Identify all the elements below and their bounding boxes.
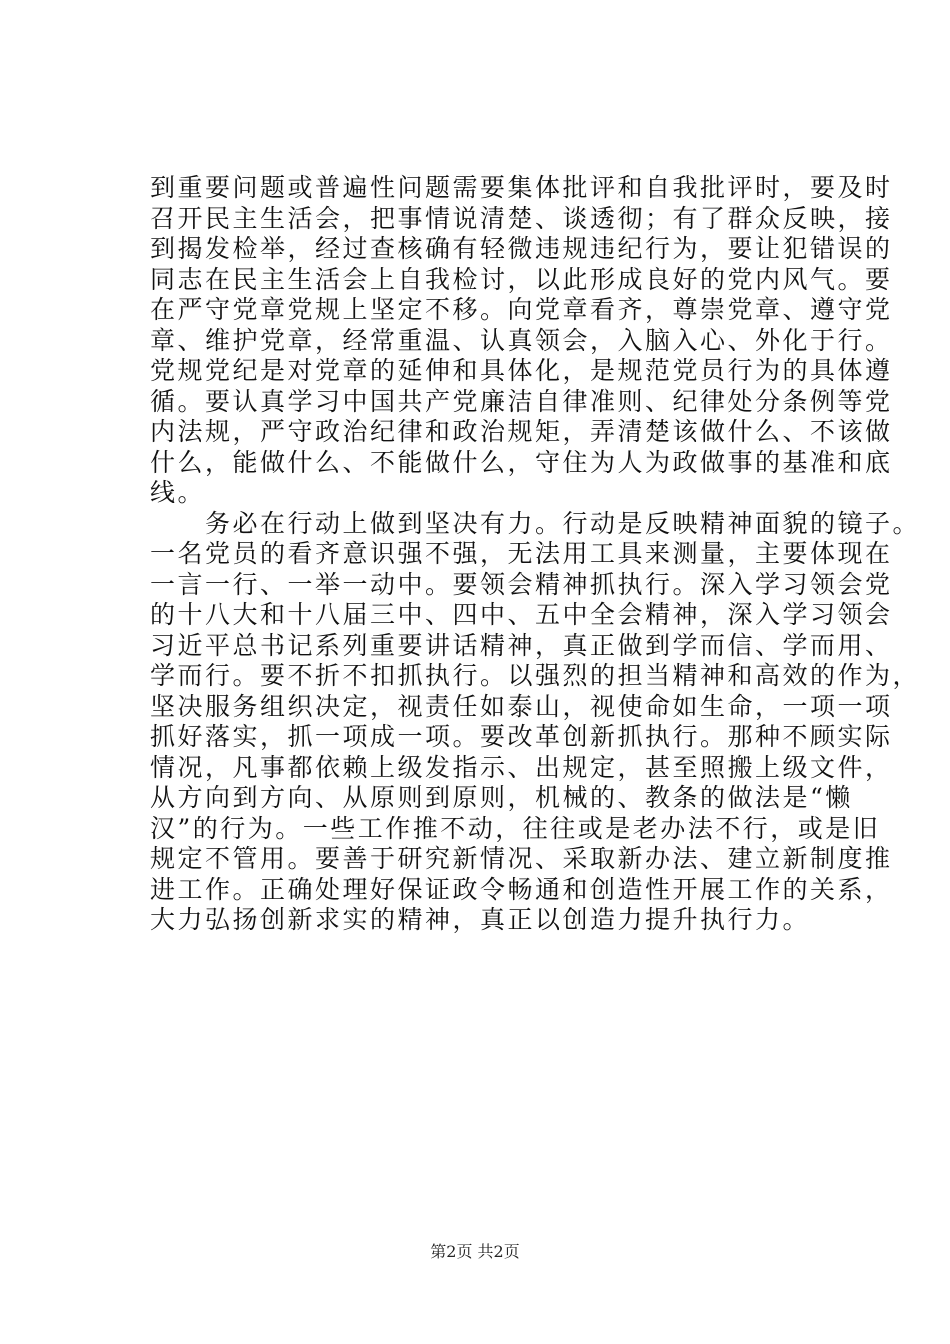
text-line: 大力弘扬创新求实的精神，真正以创造力提升执行力。	[150, 905, 811, 934]
text-line: 什么，能做什么、不能做什么，守住为人为政做事的基准和底	[150, 447, 893, 477]
text-line: 内法规，严守政治纪律和政治规矩，弄清楚该做什么、不该做	[150, 417, 893, 446]
text-line: 到揭发检举，经过查核确有轻微违规违纪行为，要让犯错误的	[150, 234, 893, 263]
text-line: 同志在民主生活会上自我检讨，以此形成良好的党内风气。要	[150, 264, 893, 294]
text-line: 规定不管用。要善于研究新情况、采取新办法、建立新制度推	[150, 844, 893, 873]
text-line: 从方向到方向、从原则到原则，机械的、教条的做法是“懒	[150, 783, 853, 812]
text-line: 的十八大和十八届三中、四中、五中全会精神，深入学习领会	[150, 600, 893, 629]
text-line: 党规党纪是对党章的延伸和具体化，是规范党员行为的具体遵	[150, 356, 893, 385]
text-line: 坚决服务组织决定，视责任如泰山，视使命如生命，一项一项	[150, 691, 893, 721]
text-line: 情况，凡事都依赖上级发指示、出规定，甚至照搬上级文件，	[150, 752, 893, 782]
text-line: 习近平总书记系列重要讲话精神，真正做到学而信、学而用、	[150, 630, 893, 660]
text-line: 一名党员的看齐意识强不强，无法用工具来测量，主要体现在	[150, 539, 893, 568]
text-line: 进工作。正确处理好保证政令畅通和创造性开展工作的关系，	[150, 874, 893, 904]
text-line: 召开民主生活会，把事情说清楚、谈透彻；有了群众反映，接	[150, 203, 893, 233]
text-line: 一言一行、一举一动中。要领会精神抓执行。深入学习领会党	[150, 569, 893, 599]
text-line: 线。	[150, 478, 206, 507]
paragraph-start-line: 务必在行动上做到坚决有力。行动是反映精神面貌的镜子。	[150, 508, 921, 538]
text-line: 抓好落实，抓一项成一项。要改革创新抓执行。那种不顾实际	[150, 722, 893, 751]
text-line: 汉”的行为。一些工作推不动，往往或是老办法不行，或是旧	[150, 813, 881, 843]
page-number-footer: 第2页 共2页	[430, 1242, 520, 1261]
text-line: 学而行。要不折不扣抓执行。以强烈的担当精神和高效的作为，	[150, 661, 921, 690]
text-line: 到重要问题或普遍性问题需要集体批评和自我批评时，要及时	[150, 173, 893, 202]
text-line: 在严守党章党规上坚定不移。向党章看齐，尊崇党章、遵守党	[150, 295, 893, 324]
text-line: 章、维护党章，经常重温、认真领会，入脑入心、外化于行。	[150, 325, 893, 355]
body-text	[150, 173, 921, 936]
text-line: 循。要认真学习中国共产党廉洁自律准则、纪律处分条例等党	[150, 386, 893, 416]
